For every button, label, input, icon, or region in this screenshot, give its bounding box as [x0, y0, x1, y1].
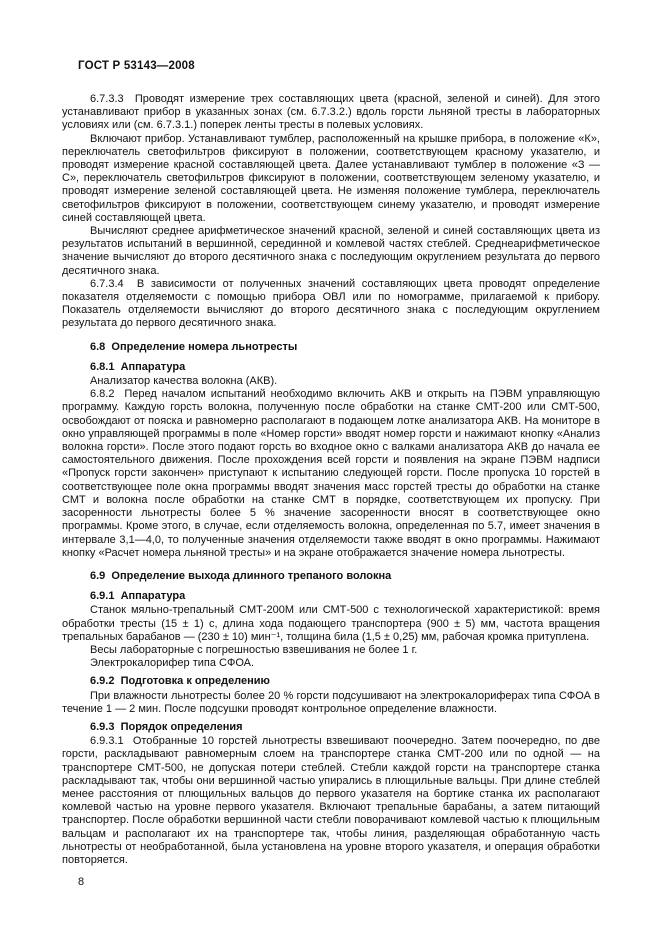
paragraph: 6.9.3.1 Отобранные 10 горстей льнотресты взвешивают поочередно. Затем поочередно, по две горсти, раскладывают равномерным слоем на транспортере станка СМТ-200 или по одной — на транспортере СМТ-500, не допуская потери стеблей. Стебли каждой горсти на транспортере станка раскладывают так, чтобы они вершинной частью упирались в плющильные вальцы. При длине стеблей менее расстояния от плющильных вальцов до первого указателя на бортике станка их располагают комлевой частью на уровне первого указателя. Включают трепальные барабаны, а затем питающий транспортер. После обработки вершинной части стебли поворачивают комлевой частью к плющильным вальцам и располагают их на транспортере так, чтобы линия, разделяющая обработанную часть льнотресты от необработанной, была установлена на уровне второго указателя, и операция обработки повторяется.	[62, 735, 600, 866]
section-heading: 6.9 Определение выхода длинного трепаного волокна	[90, 569, 392, 582]
paragraph: При влажности льнотресты более 20 % горсти подсушивают на электрокалориферах типа СФОА в течение 1 — 2 мин. После подсушки проводят контрольное определение влажности.	[62, 689, 600, 715]
section-heading: 6.8.1 Аппаратура	[90, 360, 186, 373]
paragraph: 6.7.3.3 Проводят измерение трех составляющих цвета (красной, зеленой и синей). Для этого устанавливают прибор в указанных зонах (см. 6.7.3.2.) вдоль горсти льняной тресты в лабораторных условиях или (см. 6.7.3.1.) поперек ленты тресты в полевых условиях.	[62, 93, 600, 132]
section-heading: 6.9.3 Порядок определения	[90, 720, 243, 733]
paragraph: Электрокалорифер типа СФОА.	[90, 657, 255, 670]
paragraph: Станок мяльно-трепальный СМТ-200М или СМТ-500 с технологической характеристикой: время обработки тресты (15 ± 1) с, длина хода подающего транспортера (900 ± 5) мм, частота вращения трепальных барабанов — (230 ± 10) мин⁻¹, толщина била (1,5 ± 0,25) мм, рабочая кромка притуплена.	[62, 604, 600, 643]
section-heading: 6.9.2 Подготовка к определению	[90, 675, 270, 688]
paragraph: 6.7.3.4 В зависимости от полученных значений составляющих цвета проводят определение показателя отделяемости с помощью прибора ОВЛ или по номограмме, прилагаемой к прибору. Показатель отделяемости вычисляют до второго десятичного знака с последующим округлением результата до первого десятичного знака.	[62, 277, 600, 330]
page-number: 8	[78, 876, 85, 889]
section-heading: 6.8 Определение номера льнотресты	[90, 340, 298, 353]
paragraph: 6.8.2 Перед началом испытаний необходимо включить АКВ и открыть на ПЭВМ управляющую программу. Каждую горсть волокна, полученную после обработки на станке СМТ-200 или СМТ-500, освобождают от пояска и равномерно располагают в подающем лотке анализатора АКВ. На мониторе в окно управляющей программы в поле «Номер горсти» вводят номер горсти и нажимают кнопку «Анализ волокна горсти». После этого подают горсть во входное окно с валками анализатора АКВ до начала ее самостоятельного движения. После прохождения всей горсти и появления на экране ПЭВМ надписи «Пропуск горсти закончен» приступают к испытанию следующей горсти. После пропуска 10 горстей в соответствующее поле окна программы вводят значения масс горстей тресты до обработки на станке СМТ и волокна после обработки на станке СМТ в порядке, соответствующем их пропуску. При засоренности льнотресты более 5 % значение засоренности вносят в соответствующее окно программы. Кроме этого, в случае, если отделяемость волокна, определенная по 5.7, имеет значения в интервале 3,1—4,0, то полученные значения отделяемости также вводят в окно программы. Нажимают кнопку «Расчет номера льняной тресты» и на экране отображается значение номера льнотресты.	[62, 388, 600, 559]
section-heading: 6.9.1 Аппаратура	[90, 590, 186, 603]
paragraph: Вычисляют среднее арифметическое значений красной, зеленой и синей составляющих цвета из результатов испытаний в вершинной, серединной и комлевой частях стеблей. Среднеарифметическое значение вычисляют до второго десятичного знака с последующим округлением результата до первого десятичного знака.	[62, 225, 600, 277]
document-body	[62, 93, 600, 867]
paragraph: Включают прибор. Устанавливают тумблер, расположенный на крышке прибора, в положение «К», переключатель светофильтров фиксируют в положении, соответствующем красному указателю, и проводят измерение красной составляющей цвета. Далее устанавливают тумблер в положение «З — С», переключатель светофильтров фиксируют в положении, соответствующем зеленому указателю, и проводят измерение зеленой составляющей цвета. Не изменяя положение тумблера, переключатель светофильтров фиксируют в положении, соответствующем синему указателю, и проводят измерение синей составляющей цвета.	[62, 132, 600, 224]
paragraph: Анализатор качества волокна (АКВ).	[90, 375, 278, 388]
document-header-title: ГОСТ Р 53143—2008	[78, 60, 195, 72]
paragraph: Весы лабораторные с погрешностью взвешивания не более 1 г.	[90, 643, 418, 656]
